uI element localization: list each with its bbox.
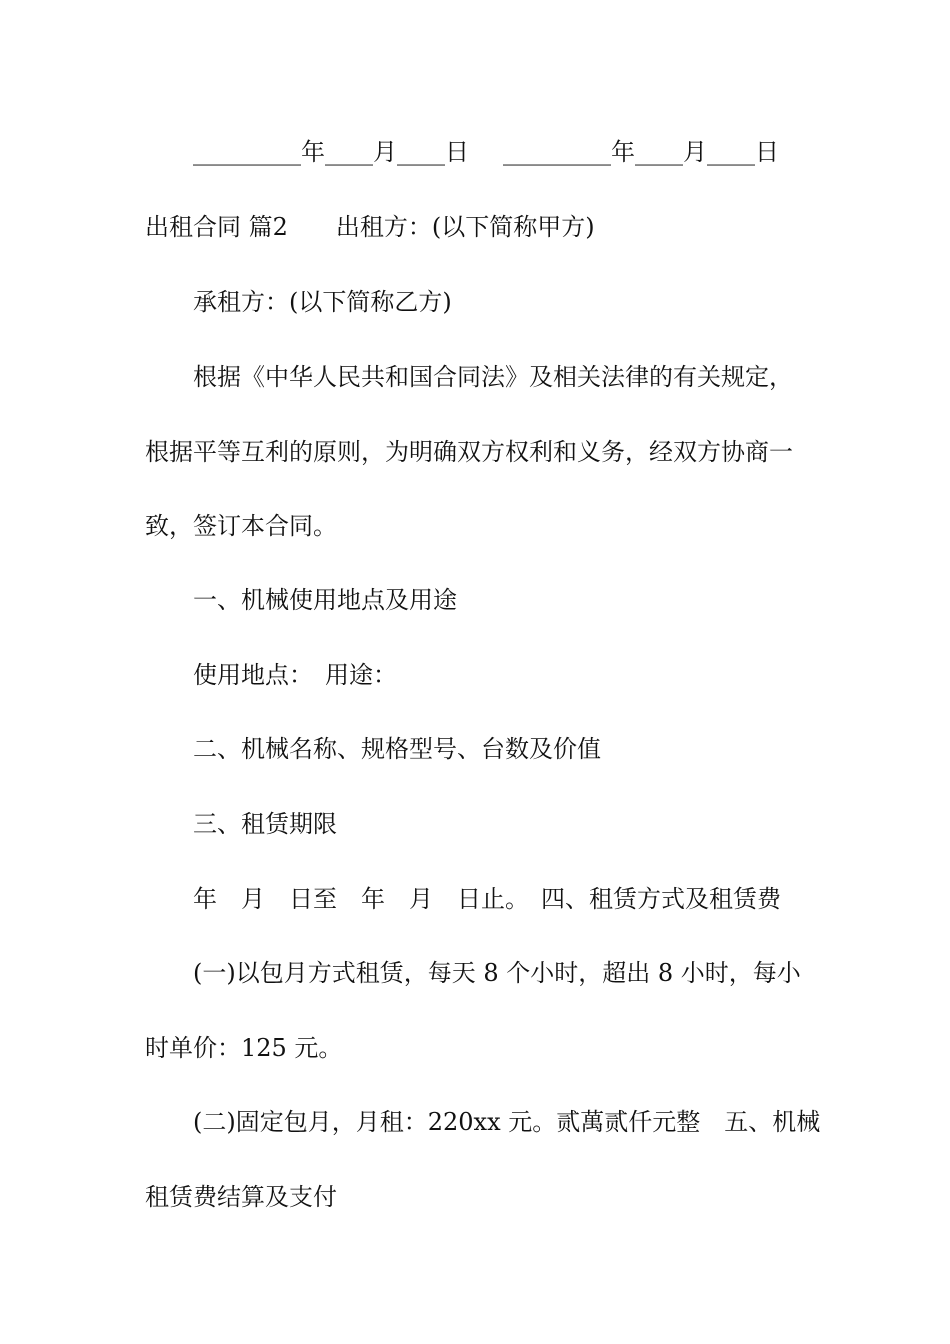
clause-3-heading: 三、租赁期限 bbox=[193, 810, 337, 838]
lessee-line: 承租方：(以下简称乙方) bbox=[193, 288, 452, 316]
party-b-signature-date: _________年____月____日 bbox=[503, 138, 779, 166]
rental-method-2-line-1: (二)固定包月，月租：220xx 元。贰萬贰仟元整 五、机械 bbox=[193, 1108, 821, 1136]
clause-1-heading: 一、机械使用地点及用途 bbox=[193, 586, 457, 614]
party-a-signature-date: _________年____月____日 bbox=[193, 138, 469, 166]
rental-method-1-line-1: (一)以包月方式租赁，每天 8 个小时，超出 8 小时，每小 bbox=[193, 959, 801, 987]
rental-method-1-line-2: 时单价：125 元。 bbox=[145, 1034, 343, 1062]
preamble-line-3: 致，签订本合同。 bbox=[145, 512, 337, 540]
preamble-line-2: 根据平等互利的原则，为明确双方权利和义务，经双方协商一 bbox=[145, 438, 793, 466]
preamble-line-1: 根据《中华人民共和国合同法》及相关法律的有关规定， bbox=[193, 363, 793, 391]
rental-method-2-line-2: 租赁费结算及支付 bbox=[145, 1183, 337, 1211]
lease-period-line: 年 月 日至 年 月 日止。 四、租赁方式及租赁费 bbox=[193, 885, 781, 913]
clause-2-heading: 二、机械名称、规格型号、台数及价值 bbox=[193, 735, 601, 763]
section-title-lessor: 出租合同 篇2 出租方：(以下简称甲方) bbox=[145, 213, 595, 241]
usage-location-line: 使用地点： 用途： bbox=[193, 661, 397, 689]
